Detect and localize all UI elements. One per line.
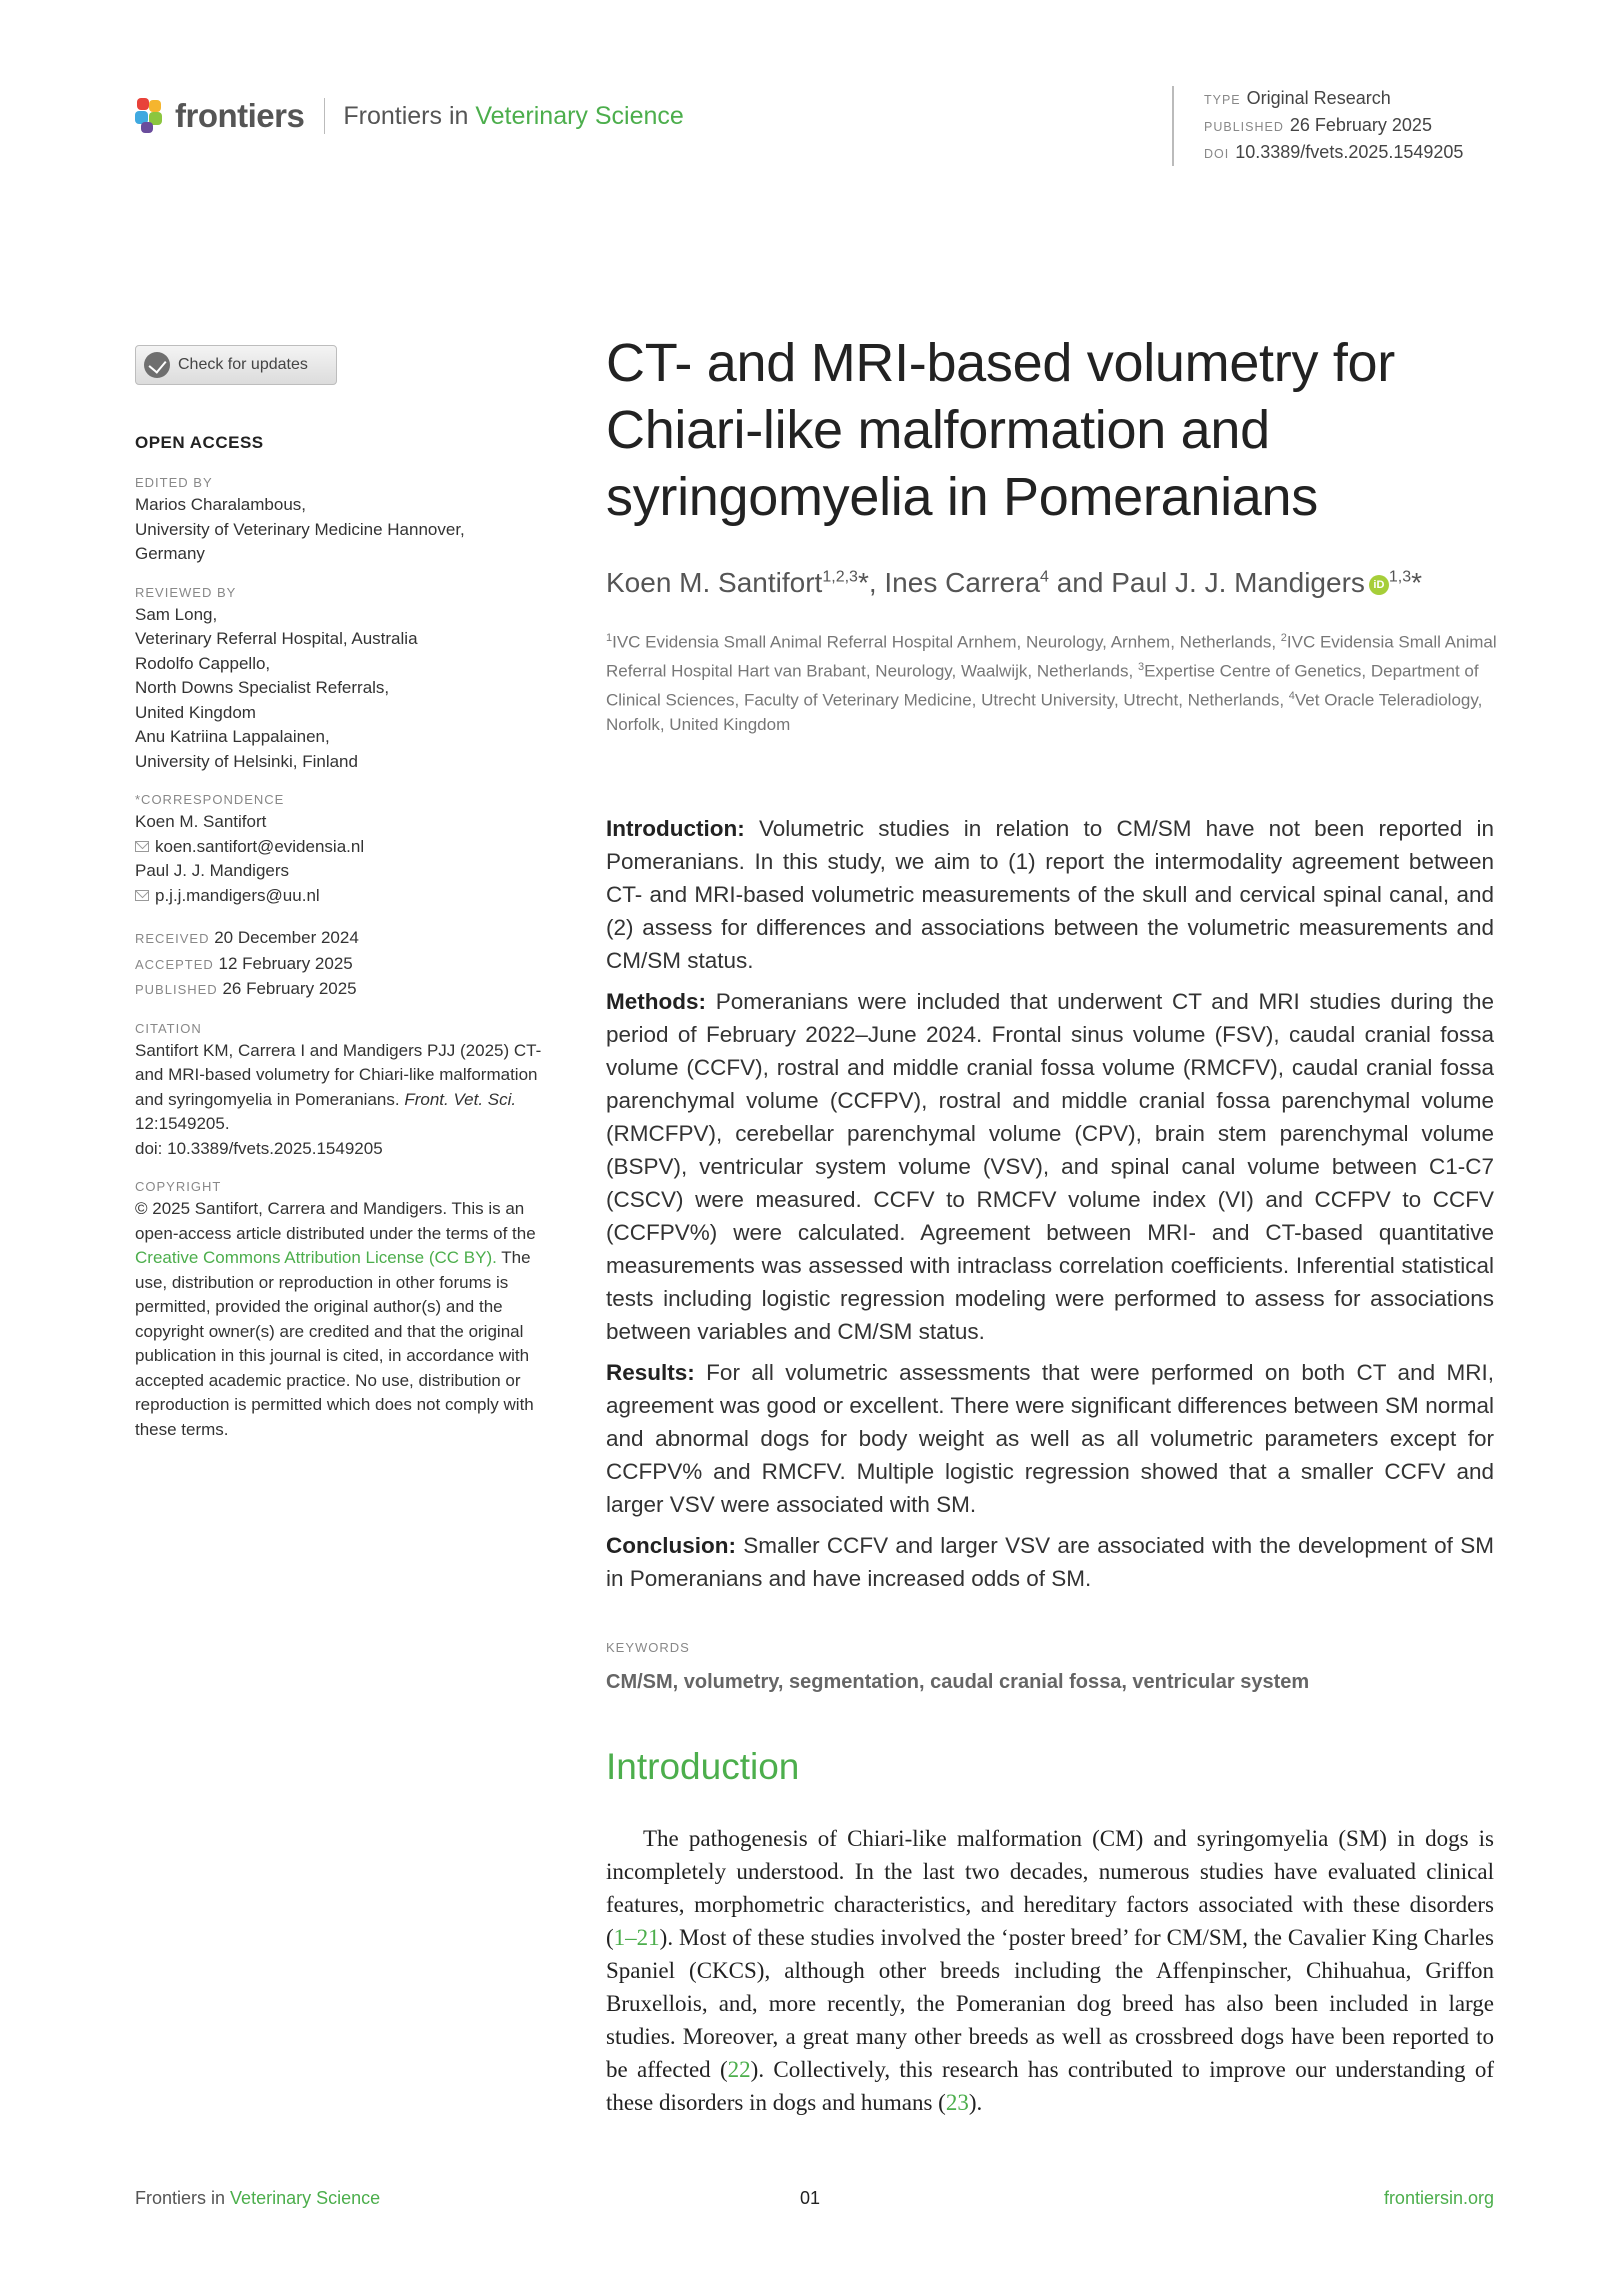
footer-site-link[interactable]: frontiersin.org xyxy=(1383,2188,1494,2208)
affiliations: $^1$IVC Evidensia Small Animal Referral Hospital Arnhem, Neurology, Arnhem, Netherlands, $^2$IVC Evidensia Small Animal Referral Hospital Hart van Brabant, Neurology, Waalwijk, Netherlands, $^3$Expertise Centre of Genetics, Department of Clinical Sciences, Faculty of Veterinary Medicine, Utrecht University, Utrecht, Netherlands, $^4$Vet Oracle Teleradiology, Norfolk, United Kingdom xyxy=(606,632,1497,735)
frontiers-logo-icon xyxy=(135,98,167,134)
published-date-sidebar: 26 February 2025 xyxy=(222,979,357,998)
article-sidebar xyxy=(135,433,545,1460)
author-link[interactable]: Ines Carrera xyxy=(884,567,1041,598)
abstract-methods: Methods: Pomeranians were included that underwent CT and MRI studies during the period of February 2022–June 2024. Frontal sinus volume (FSV), caudal cranial fossa volume (CCFV), rostral and middle cranial fossa volume (RMCFV), caudal cranial fossa parenchymal volume (CCFPV), rostral and middle cranial fossa parenchymal volume (RMCFPV), cerebellar parenchymal volume (CPV), brain stem parenchymal volume (BSPV), ventricular system volume (VSV), and spinal canal volume between C1-C7 (CSCV) were measured. CCFV to RMCFV volume index (VI) and CCFPV to CCFV (CCFPV%) were calculated. Agreement between MRI- and CT-based quantitative measurements was assessed with intraclass correlation coefficients. Inferential statistical tests including logistic regression modeling were performed to assess for associations between variables and CM/SM status. xyxy=(606,989,1494,1344)
brand-divider xyxy=(324,98,325,134)
article-type: Original Research xyxy=(1246,88,1391,108)
copyright-block: COPYRIGHT © 2025 Santifort, Carrera and Mandigers. This is an open-access article distributed under the terms of the Creative Commons Attribution License (CC BY). The use, distribution or reproduction in other forums is permitted, provided the original author(s) and the copyright owner(s) are credited and that the original publication in this journal is cited, in accordance with accepted academic practice. No use, distribution or reproduction is permitted which does not comply with these terms. xyxy=(135,1179,536,1439)
accepted-date: 12 February 2025 xyxy=(218,953,353,973)
section-heading-introduction: Introduction xyxy=(606,1746,800,1787)
received-date: 20 December 2024 xyxy=(214,928,359,947)
check-updates-icon xyxy=(144,352,170,378)
cc-license-link[interactable]: Creative Commons Attribution License (CC BY). xyxy=(135,1248,497,1267)
envelope-icon xyxy=(135,841,149,852)
dates-block: RECEIVED 20 December 2024 ACCEPTED 12 February 2025 PUBLISHED 26 February 2025 xyxy=(135,928,359,998)
reviewed-by-block: REVIEWED BY Sam Long, Veterinary Referral Hospital, Australia Rodolfo Cappello, North Downs Specialist Referrals, United Kingdom Anu Katriina Lappalainen, University of Helsinki, Finland xyxy=(135,584,418,771)
introduction-paragraph: The pathogenesis of Chiari-like malformation (CM) and syringomyelia (SM) in dogs is incompletely understood. In the last two decades, numerous studies have evaluated clinical features, morphometric characteristics, and hereditary factors associated with these disorders (1–21). Most of these studies involved the ‘poster breed’ for CM/SM, the Cavalier King Charles Spaniel (CKCS), although other breeds including the Affenpinscher, Chihuahua, Griffon Bruxellois, and, more recently, the Pomeranian dog breed has also been included in large studies. Moreover, a great many other breeds as well as crossbreed dogs have been reported to be affected (22). Collectively, this research has contributed to improve our understanding of these disorders in dogs and humans (23). xyxy=(606,1826,1494,2115)
journal-brand xyxy=(135,96,684,136)
orcid-icon[interactable]: iD xyxy=(1369,575,1389,595)
citation-block: CITATION Santifort KM, Carrera I and Mandigers PJJ (2025) CT- and MRI-based volumetry for Chiari-like malformation and syringomyelia in Pomeranians. Front. Vet. Sci. 12:1549205. doi: 10.3389/fvets.2025.1549205 xyxy=(135,1020,542,1158)
reference-link[interactable]: 22 xyxy=(727,2057,751,2082)
reference-link[interactable]: 23 xyxy=(945,2090,969,2115)
abstract xyxy=(606,812,1494,1603)
journal-title[interactable]: Frontiers in Veterinary Science xyxy=(343,101,684,130)
author-list: Koen M. Santifort$^{1,2,3}$*, Ines Carrera$^4$ and Paul J. J. Mandigers iD $^{1,3}$* xyxy=(606,567,1423,598)
corr1-email-link[interactable]: koen.santifort@evidensia.nl xyxy=(135,835,545,860)
keywords-label: KEYWORDS xyxy=(606,1640,690,1655)
page-number: 01 xyxy=(800,2188,821,2208)
article-meta: TYPE Original Research PUBLISHED 26 February 2025 DOI 10.3389/fvets.2025.1549205 xyxy=(1172,86,1463,166)
doi-value: 10.3389/fvets.2025.1549205 xyxy=(1235,142,1464,162)
published-date: 26 February 2025 xyxy=(1289,115,1432,135)
abstract-conclusion: Conclusion: Smaller CCFV and larger VSV are associated with the development of SM in Pomeranians and have increased odds of SM. xyxy=(606,1533,1494,1591)
abstract-introduction: Introduction: Volumetric studies in relation to CM/SM have not been reported in Pomeranians. In this study, we aim to (1) report the intermodality agreement between CT- and MRI-based volumetric measurements of the skull and cervical spinal canal, and (2) assess for differences and associations between the volumetric measurements and CM/SM status. xyxy=(606,816,1494,973)
corr2-email-link[interactable]: p.j.j.mandigers@uu.nl xyxy=(135,884,545,909)
author-link[interactable]: Paul J. J. Mandigers xyxy=(1111,567,1365,598)
envelope-icon xyxy=(135,890,149,901)
correspondence-block: *CORRESPONDENCE Koen M. Santifort koen.santifort@evidensia.nl Paul J. J. Mandigers p.j.j.mandigers@uu.nl xyxy=(135,792,545,908)
open-access-label: OPEN ACCESS xyxy=(135,433,264,452)
citation-doi: doi: 10.3389/fvets.2025.1549205 xyxy=(135,1138,383,1158)
author-link[interactable]: Koen M. Santifort xyxy=(606,567,823,598)
edited-by-block: EDITED BY Marios Charalambous, University of Veterinary Medicine Hannover, Germany xyxy=(135,475,465,563)
reference-link[interactable]: 1–21 xyxy=(613,1925,660,1950)
footer-journal[interactable]: Frontiers in Veterinary Science xyxy=(135,2188,381,2208)
brand-wordmark: frontiers xyxy=(175,97,305,134)
article-title: CT- and MRI-based volumetry for Chiari-like malformation and syringomyelia in Pomeranians xyxy=(606,333,1395,527)
keywords: CM/SM, volumetry, segmentation, caudal cranial fossa, ventricular system xyxy=(606,1671,1310,1693)
abstract-results: Results: For all volumetric assessments that were performed on both CT and MRI, agreement was good or excellent. There were significant differences between SM normal and abnormal dogs for body weight as well as all volumetric parameters except for CCFPV% and RMCFV. Multiple logistic regression showed that a smaller CCFV and larger VSV were associated with SM. xyxy=(606,1360,1494,1517)
check-for-updates-button[interactable]: Check for updates xyxy=(135,345,337,385)
